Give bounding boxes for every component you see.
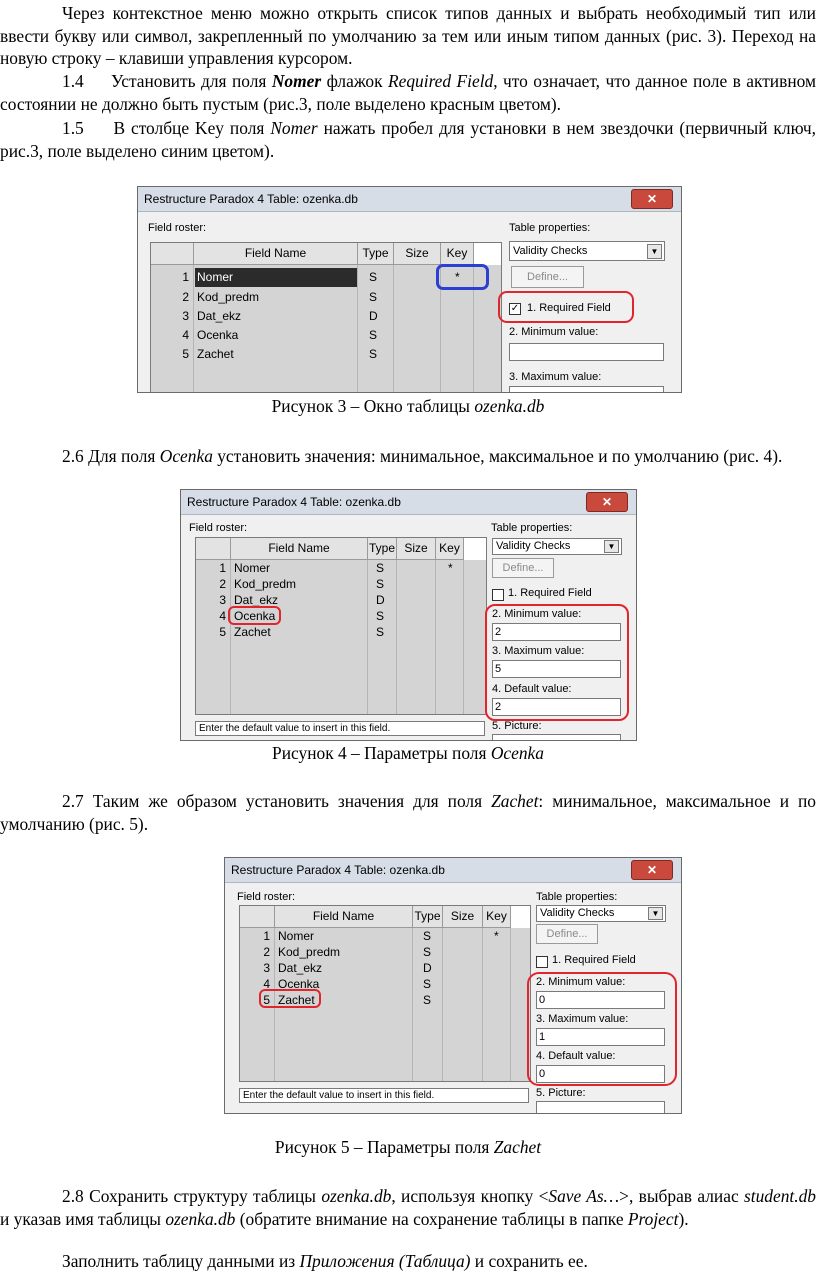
field-name-text: Nomer: [270, 118, 318, 138]
text: установить значения: минимальное, максимальное и по умолчанию (рис. 4).: [212, 446, 783, 466]
row-number: 2: [263, 945, 270, 959]
title-bar: [181, 490, 636, 515]
row-number: 5: [182, 347, 189, 361]
caption-text: Рисунок 5 – Параметры поля: [274, 1137, 494, 1157]
column-header-size[interactable]: Size: [397, 538, 436, 560]
intro-paragraph: [0, 2, 816, 70]
text: Заполнить таблицу данными из: [62, 1251, 300, 1271]
title-bar: [138, 187, 681, 212]
row-number: 1: [219, 561, 226, 575]
table-properties-select[interactable]: [536, 905, 666, 922]
paragraph-2-7: [0, 790, 816, 835]
type-cell[interactable]: S: [423, 993, 432, 1007]
key-cell[interactable]: *: [494, 929, 499, 943]
field-name-cell[interactable]: Ocenka: [234, 609, 276, 623]
type-cell[interactable]: D: [423, 961, 432, 975]
type-cell[interactable]: S: [423, 945, 432, 959]
field-name-text: Nomer: [271, 71, 322, 91]
define-button[interactable]: Define...: [536, 924, 598, 944]
type-cell[interactable]: S: [369, 347, 378, 361]
italic-text: Save As…: [548, 1186, 620, 1206]
picture-input[interactable]: [492, 734, 621, 741]
key-cell[interactable]: *: [455, 270, 460, 284]
field-name-cell[interactable]: Nomer: [195, 268, 357, 287]
required-field-checkbox[interactable]: [492, 589, 504, 601]
default-value-input[interactable]: 2: [492, 698, 621, 716]
row-number: 3: [182, 309, 189, 323]
field-name-cell[interactable]: Dat_ekz: [197, 309, 242, 323]
required-field-highlight: [498, 291, 634, 323]
minimum-value-label: 2. Minimum value:: [536, 976, 626, 988]
row-number: 5: [263, 993, 270, 1007]
key-highlight: [436, 264, 489, 290]
define-button[interactable]: Define...: [492, 558, 554, 578]
figure-4-dialog: [180, 489, 637, 741]
figure-5-dialog: [224, 857, 682, 1114]
required-field-label: 1. Required Field: [508, 587, 592, 599]
required-field-label: 1. Required Field: [552, 954, 636, 966]
row-number: 3: [219, 593, 226, 607]
italic-text: Project: [627, 1208, 679, 1229]
text: 2.6 Для поля: [62, 446, 160, 466]
paragraph-1-4: [0, 70, 816, 115]
required-field-label: 1. Required Field: [527, 302, 611, 314]
field-name-cell[interactable]: Nomer: [234, 561, 271, 575]
default-value-input[interactable]: 0: [536, 1065, 665, 1083]
row-number: 5: [219, 625, 226, 639]
caption-figure-4: [0, 742, 816, 764]
window-title: Restructure Paradox 4 Table: ozenka.db: [187, 495, 401, 509]
table-properties-label: Table properties:: [536, 891, 618, 903]
zachet-highlight: [259, 989, 321, 1008]
italic-text: Приложения (Таблица): [299, 1251, 471, 1271]
type-cell[interactable]: S: [369, 328, 378, 342]
picture-label: 5. Picture:: [536, 1087, 586, 1099]
text: , используя кнопку <: [391, 1186, 549, 1206]
caption-italic: Ocenka: [490, 743, 544, 763]
chevron-down-icon[interactable]: ▼: [647, 244, 662, 259]
text: , что означает, что данное поле в активном состоянии не должно быть пустым (рис.3, поле выделено красным цветом).: [0, 71, 816, 114]
type-cell[interactable]: S: [369, 270, 378, 284]
row-number: 1: [263, 929, 270, 943]
type-cell[interactable]: D: [376, 593, 385, 607]
text: Установить для поля: [111, 71, 272, 91]
select-value: Validity Checks: [496, 540, 571, 552]
maximum-value-label: 3. Maximum value:: [536, 1013, 629, 1025]
column-header-key[interactable]: Key: [436, 538, 464, 560]
window-title: Restructure Paradox 4 Table: ozenka.db: [144, 192, 358, 206]
field-name-cell[interactable]: Kod_predm: [234, 577, 297, 591]
field-name-cell[interactable]: Ocenka: [278, 977, 320, 991]
default-value-label: 4. Default value:: [536, 1050, 616, 1062]
field-name-cell[interactable]: Zachet: [197, 347, 234, 361]
field-name-cell[interactable]: Nomer: [278, 929, 315, 943]
text: >, выбрав алиас: [619, 1186, 745, 1206]
chevron-down-icon[interactable]: ▼: [604, 540, 619, 553]
column-header-key[interactable]: Key: [441, 243, 474, 265]
define-button[interactable]: Define...: [511, 266, 584, 288]
field-name-cell[interactable]: Kod_predm: [278, 945, 341, 959]
field-roster-label: Field roster:: [148, 222, 207, 234]
window-title: Restructure Paradox 4 Table: ozenka.db: [231, 863, 445, 877]
type-cell[interactable]: S: [376, 609, 385, 623]
field-roster-label: Field roster:: [189, 522, 248, 534]
italic-text: student.db: [744, 1186, 816, 1206]
title-bar: [225, 858, 681, 883]
minimum-value-input[interactable]: [509, 343, 664, 361]
field-grid[interactable]: [195, 537, 487, 715]
row-number: 4: [182, 328, 189, 342]
row-number: 2: [182, 290, 189, 304]
field-name-cell[interactable]: Dat_ekz: [278, 961, 323, 975]
text: (обратите внимание на сохранение таблицы в папке: [235, 1208, 628, 1229]
text: и указав имя таблицы: [0, 1208, 166, 1229]
caption-figure-5: [0, 1136, 816, 1158]
status-hint: Enter the default value to insert in this field.: [239, 1088, 529, 1103]
caption-italic: ozenka.db: [474, 396, 545, 416]
maximum-value-input[interactable]: 1: [536, 1028, 665, 1046]
close-button[interactable]: ✕: [631, 189, 673, 209]
key-cell[interactable]: *: [448, 561, 453, 575]
select-value: Validity Checks: [513, 245, 588, 257]
column-header-field-name[interactable]: Field Name: [194, 243, 358, 265]
text: и сохранить ее.: [470, 1251, 588, 1271]
row-number: 4: [263, 977, 270, 991]
type-cell[interactable]: S: [376, 625, 385, 639]
paragraph-2-8: [0, 1185, 816, 1230]
paragraph-2-6: [0, 445, 816, 468]
figure-3-dialog: [137, 186, 682, 393]
field-name-cell[interactable]: Ocenka: [197, 328, 239, 342]
type-cell[interactable]: S: [376, 577, 385, 591]
row-number: 3: [263, 961, 270, 975]
text: ).: [678, 1208, 689, 1229]
paragraph-number: 1.5: [62, 118, 84, 138]
field-name-cell[interactable]: Dat_ekz: [234, 593, 279, 607]
type-cell[interactable]: D: [369, 309, 378, 323]
close-button[interactable]: ✕: [631, 860, 673, 880]
required-field-checkbox[interactable]: [536, 956, 548, 968]
table-properties-select[interactable]: [509, 241, 665, 261]
column-header-size[interactable]: Size: [394, 243, 441, 265]
text: нажать пробел для установки в нем звездочки (первичный ключ, рис.3, поле выделено синим цветом).: [0, 118, 816, 161]
minimum-value-label: 2. Minimum value:: [509, 326, 599, 338]
paragraph-1-5: [0, 117, 816, 162]
text: 2.8 Сохранить структуру таблицы: [62, 1186, 322, 1206]
table-properties-label: Table properties:: [491, 522, 573, 534]
italic-text: ozenka.db: [165, 1208, 236, 1229]
picture-input[interactable]: [536, 1101, 665, 1114]
caption-text: Рисунок 4 – Параметры поля: [272, 743, 491, 763]
chevron-down-icon[interactable]: ▼: [648, 907, 663, 920]
table-properties-select[interactable]: [492, 538, 622, 555]
minimum-value-input[interactable]: 0: [536, 991, 665, 1009]
maximum-value-input[interactable]: [509, 386, 664, 393]
field-name-cell[interactable]: Zachet: [234, 625, 271, 639]
field-name-text: Ocenka: [159, 446, 213, 466]
caption-text: Рисунок 3 – Окно таблицы: [271, 396, 475, 416]
paragraph-last: [0, 1250, 816, 1273]
maximum-value-input[interactable]: 5: [492, 660, 621, 678]
column-header-type[interactable]: Type: [358, 243, 394, 265]
maximum-value-label: 3. Maximum value:: [509, 371, 602, 383]
text: В столбце Key поля: [113, 118, 271, 138]
minimum-value-label: 2. Minimum value:: [492, 608, 582, 620]
text: : минимальное, максимальное и по умолчанию (рис. 5).: [0, 791, 816, 834]
column-header-size[interactable]: Size: [443, 906, 483, 928]
column-header-key[interactable]: Key: [483, 906, 511, 928]
row-number: 1: [182, 270, 189, 284]
column-header-type[interactable]: Type: [368, 538, 397, 560]
paragraph-number: 1.4: [62, 71, 84, 91]
field-name-cell[interactable]: Zachet: [278, 993, 315, 1007]
default-value-label: 4. Default value:: [492, 683, 572, 695]
caption-italic: Zachet: [493, 1137, 542, 1157]
field-name-cell[interactable]: Kod_predm: [197, 290, 260, 304]
column-header-field-name[interactable]: Field Name: [231, 538, 368, 560]
type-cell[interactable]: S: [423, 977, 432, 991]
intro-text: Через контекстное меню можно открыть список типов данных и выбрать необходимый тип или ввести букву или символ, закрепленный по умолчанию за тем или иным типом данных (рис. 3). Переход на новую строку – клавиши управления курсором.: [0, 3, 816, 68]
field-roster-label: Field roster:: [237, 891, 296, 903]
type-cell[interactable]: S: [376, 561, 385, 575]
field-name-text: Zachet: [491, 791, 539, 811]
italic-text: ozenka.db: [321, 1186, 392, 1206]
table-properties-label: Table properties:: [509, 222, 591, 234]
required-field-checkbox[interactable]: ✓: [510, 303, 520, 314]
status-hint: Enter the default value to insert in this field.: [195, 721, 485, 736]
column-header-field-name[interactable]: Field Name: [275, 906, 413, 928]
text: 2.7 Таким же образом установить значения для поля: [62, 791, 492, 811]
row-number: 4: [219, 609, 226, 623]
caption-figure-3: [0, 395, 816, 417]
row-number: 2: [219, 577, 226, 591]
close-button[interactable]: ✕: [586, 492, 628, 512]
maximum-value-label: 3. Maximum value:: [492, 645, 585, 657]
text: флажок: [321, 71, 388, 91]
ocenka-highlight: [228, 606, 281, 625]
type-cell[interactable]: S: [369, 290, 378, 304]
select-value: Validity Checks: [540, 907, 615, 919]
term-text: Required Field: [388, 71, 494, 91]
type-cell[interactable]: S: [423, 929, 432, 943]
column-header-type[interactable]: Type: [413, 906, 443, 928]
picture-label: 5. Picture:: [492, 720, 542, 732]
minimum-value-input[interactable]: 2: [492, 623, 621, 641]
